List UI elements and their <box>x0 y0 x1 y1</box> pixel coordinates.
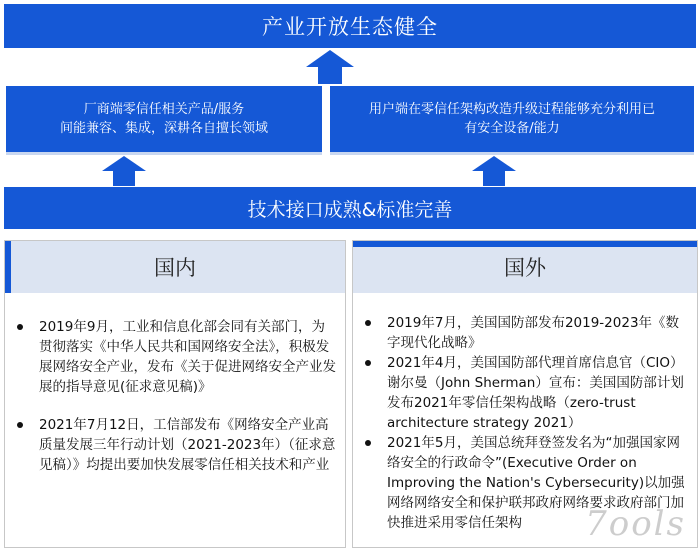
arrow-up-icon <box>470 156 518 186</box>
domestic-panel-header <box>5 241 345 293</box>
bullet-icon <box>365 360 371 366</box>
arrow-up-icon <box>100 156 148 186</box>
bullet-icon <box>365 440 371 446</box>
foreign-list <box>353 313 697 533</box>
foreign-panel-header <box>353 241 697 293</box>
middle-banner: 技术接口成熟&标准完善 <box>4 187 696 229</box>
bullet-icon <box>17 422 23 428</box>
vendor-side-box <box>6 86 322 155</box>
list-item-text: 2021年7月12日，工信部发布《网络安全产业高质量发展三年行动计划（2021-2023年）（征求意见稿）》均提出要加快发展零信任相关技术和产业 <box>39 417 336 473</box>
domestic-title: 国内 <box>154 256 196 280</box>
domestic-list <box>5 317 345 493</box>
list-item <box>5 317 345 397</box>
list-item <box>353 353 697 433</box>
header-accent-bar <box>353 241 697 247</box>
bullet-icon <box>365 320 371 326</box>
list-item <box>5 415 345 475</box>
list-item-text: 2019年9月，工业和信息化部会同有关部门，为贯彻落实《中华人民共和国网络安全法》，积极发展网络安全产业，发布《关于促进网络安全产业发展的指导意见(征求意见稿)》 <box>39 319 336 395</box>
foreign-panel <box>352 240 698 548</box>
foreign-title: 国外 <box>504 256 546 280</box>
bullet-icon <box>17 324 23 330</box>
list-item <box>353 313 697 353</box>
list-item-text: 2021年4月，美国国防部代理首席信息官（CIO）谢尔曼（John Sherman）宣布：美国国防部计划发布2021年零信任架构战略（zero-trust architecture strategy 2021） <box>387 355 684 431</box>
user-side-text: 用户端在零信任架构改造升级过程能够充分利用已 有安全设备/能力 <box>368 102 655 136</box>
domestic-panel <box>4 240 346 548</box>
header-accent-bar <box>5 241 11 293</box>
list-item-text: 2019年7月，美国国防部发布2019-2023年《数字现代化战略》 <box>387 315 680 351</box>
vendor-side-text: 厂商端零信任相关产品/服务 间能兼容、集成，深耕各自擅长领域 <box>59 102 268 136</box>
arrow-up-icon <box>306 50 354 84</box>
list-item-text: 2021年5月，美国总统拜登签发名为“加强国家网络安全的行政命令”(Executive Order on Improving the Nation's Cybersecurity)以加强网络网络安全和保护联邦政府网络要求政府部门加快推进采用零信任架构 <box>387 435 685 531</box>
top-banner: 产业开放生态健全 <box>4 4 696 48</box>
user-side-box <box>330 86 694 155</box>
watermark-logo: 7ools <box>585 504 686 544</box>
